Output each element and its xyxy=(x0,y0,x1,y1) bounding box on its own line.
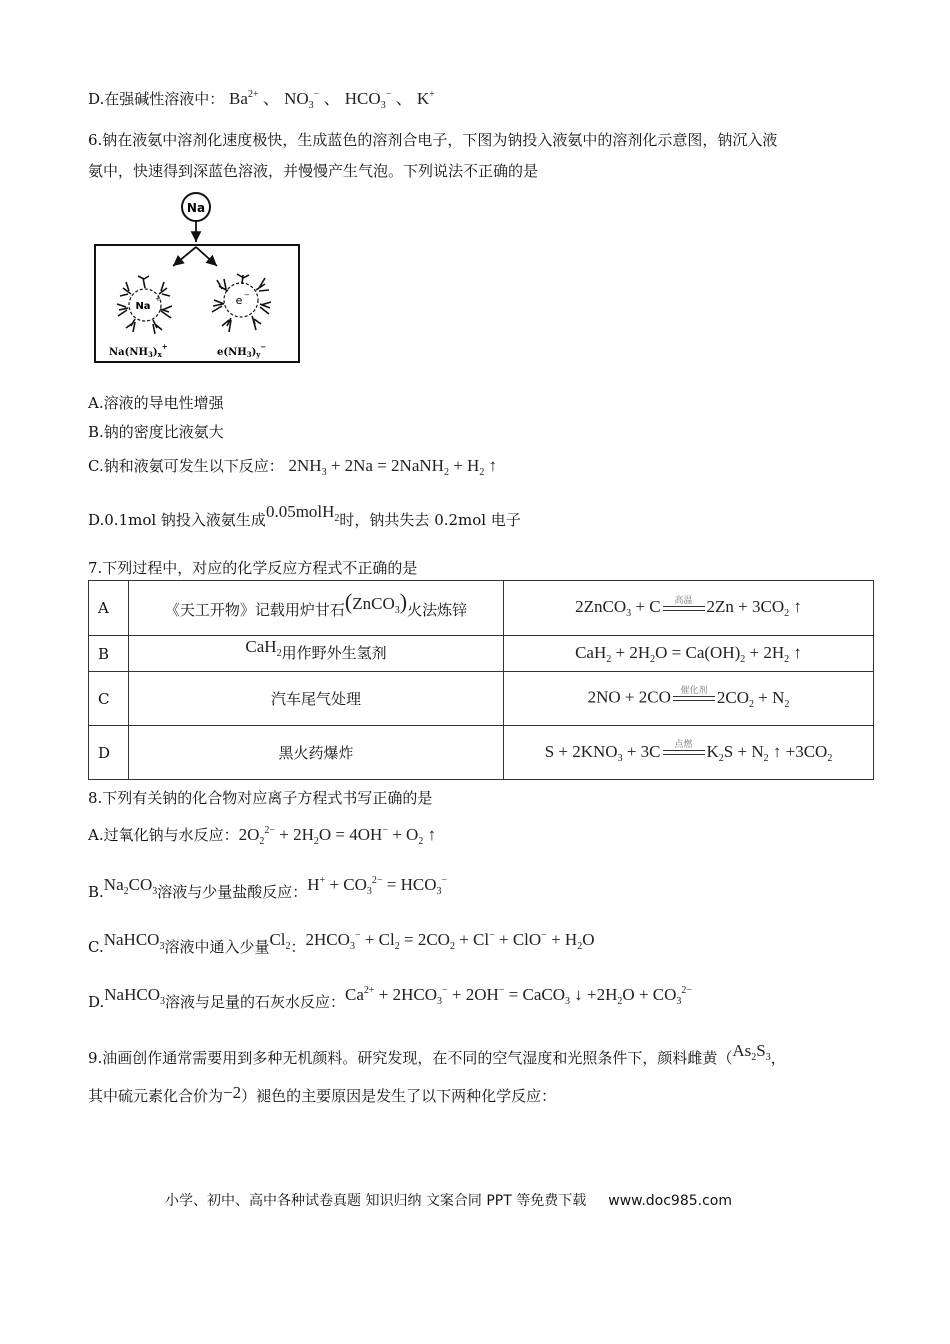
q8-stem: 8.下列有关钠的化合物对应离子方程式书写正确的是 xyxy=(88,789,433,807)
row-description: 《天工开物》记载用炉甘石(ZnCO$_3$)火法炼锌 xyxy=(129,581,504,636)
electron-ammonia-caption: $e(NH_3)_y^-$ xyxy=(217,342,267,359)
q6-stem-line2: 氨中，快速得到深蓝色溶液，并慢慢产生气泡。下列说法不正确的是 xyxy=(88,162,539,180)
table-row xyxy=(89,672,874,726)
q9-stem-line2: 其中硫元素化合价为−2）褪色的主要原因是发生了以下两种化学反应： xyxy=(88,1083,557,1105)
row-letter: A xyxy=(89,581,129,636)
row-letter: C xyxy=(89,672,129,726)
q8-option-d: D.NaHCO$_3$溶液与足量的石灰水反应：$Ca^{2+} + 2HCO_3^- + 2OH^-$ = CaCO$_3$ ↓ $+2H_2O + CO_3^{2-}$ xyxy=(88,985,693,1011)
sodium-ammonia-caption: $Na(NH_3)_x^+$ xyxy=(109,342,168,359)
row-description: CaH$_2$用作野外生氢剂 xyxy=(129,636,504,672)
q8-option-a: A.过氧化钠与水反应：$2O_2^{2-} + 2H_2O = 4OH^- + O_2$ ↑ xyxy=(88,825,437,847)
electron-label: e xyxy=(235,294,243,307)
q8-option-c: C.NaHCO$_3$溶液中通入少量$Cl_2$：$2HCO_3^- + Cl_2 = 2CO_2 + Cl^- + ClO^- + H_2O$ xyxy=(88,930,595,956)
table-row xyxy=(89,636,874,672)
page-footer xyxy=(165,1190,732,1210)
q6-option-d-post: 时，钠共失去 0.2mol 电子 xyxy=(339,511,521,529)
q6-option-c-label: C.钠和液氨可发生以下反应： xyxy=(88,457,284,475)
row-equation: $CaH_2 + 2H_2O = Ca(OH)_2 + 2H_2$ ↑ xyxy=(504,636,874,672)
ion-list: $Ba^{2+}$ 、 $NO_3^-$ 、 $HCO_3^-$ 、 K+ xyxy=(229,89,435,111)
row-letter: D xyxy=(89,726,129,780)
amount-h2: 0.05molH$_2$ xyxy=(265,502,340,524)
q5-option-d-label: D.在强碱性溶液中： xyxy=(88,90,225,108)
svg-text:−: − xyxy=(244,291,250,299)
row-equation: 2ZnCO$_3$ + C 高温 $2Zn + 3CO_2$ ↑ xyxy=(504,581,874,636)
footer-url[interactable]: www.doc985.com xyxy=(608,1193,732,1209)
q6-option-b: B.钠的密度比液氨大 xyxy=(88,423,224,441)
row-equation: 2NO + 2CO 催化剂 $2CO_2 + N_2$ xyxy=(504,672,874,726)
q9-stem-line1: 9.油画创作通常需要用到多种无机颜料。研究发现，在不同的空气湿度和光照条件下，颜料雌黄（$As_2S_3$， xyxy=(88,1041,786,1067)
solvation-diagram xyxy=(93,190,303,365)
footer-text: 小学、初中、高中各种试卷真题 知识归纳 文案合同 PPT 等免费下载 xyxy=(165,1193,587,1209)
q5-option-d xyxy=(88,84,435,117)
row-equation: $S + 2KNO_3 + 3C$ 点燃 $K_2S + N_2$ ↑ $+3CO_2$ xyxy=(504,726,874,780)
q6-stem-line1: 6.钠在液氨中溶剂化速度极快，生成蓝色的溶剂合电子，下图为钠投入液氨中的溶剂化示意图，钠沉入液 xyxy=(88,131,778,149)
row-letter: B xyxy=(89,636,129,672)
row-description: 汽车尾气处理 xyxy=(129,672,504,726)
table-row xyxy=(89,581,874,636)
q6-option-a: A.溶液的导电性增强 xyxy=(88,394,224,412)
q8-option-b: $B.Na_2CO_3$溶液与少量盐酸反应：$H^+ + CO_3^{2-} = HCO_3^-$ xyxy=(88,875,448,901)
reaction-table xyxy=(88,580,874,780)
equation-na-nh3: $2NH_3 + 2Na$ = 2NaNH$_2$ + $H_2$ ↑ xyxy=(288,456,498,478)
q6-option-d-pre: D.0.1mol 钠投入液氨生成 xyxy=(88,511,266,529)
q6-option-d xyxy=(88,502,521,538)
sodium-atom-label: Na xyxy=(186,201,206,215)
svg-text:+: + xyxy=(155,295,161,303)
row-description: 黑火药爆炸 xyxy=(129,726,504,780)
q7-stem: 7.下列过程中，对应的化学反应方程式不正确的是 xyxy=(88,559,418,577)
sodium-cation-label: Na xyxy=(135,301,151,312)
q6-option-c xyxy=(88,455,497,484)
table-row xyxy=(89,726,874,780)
